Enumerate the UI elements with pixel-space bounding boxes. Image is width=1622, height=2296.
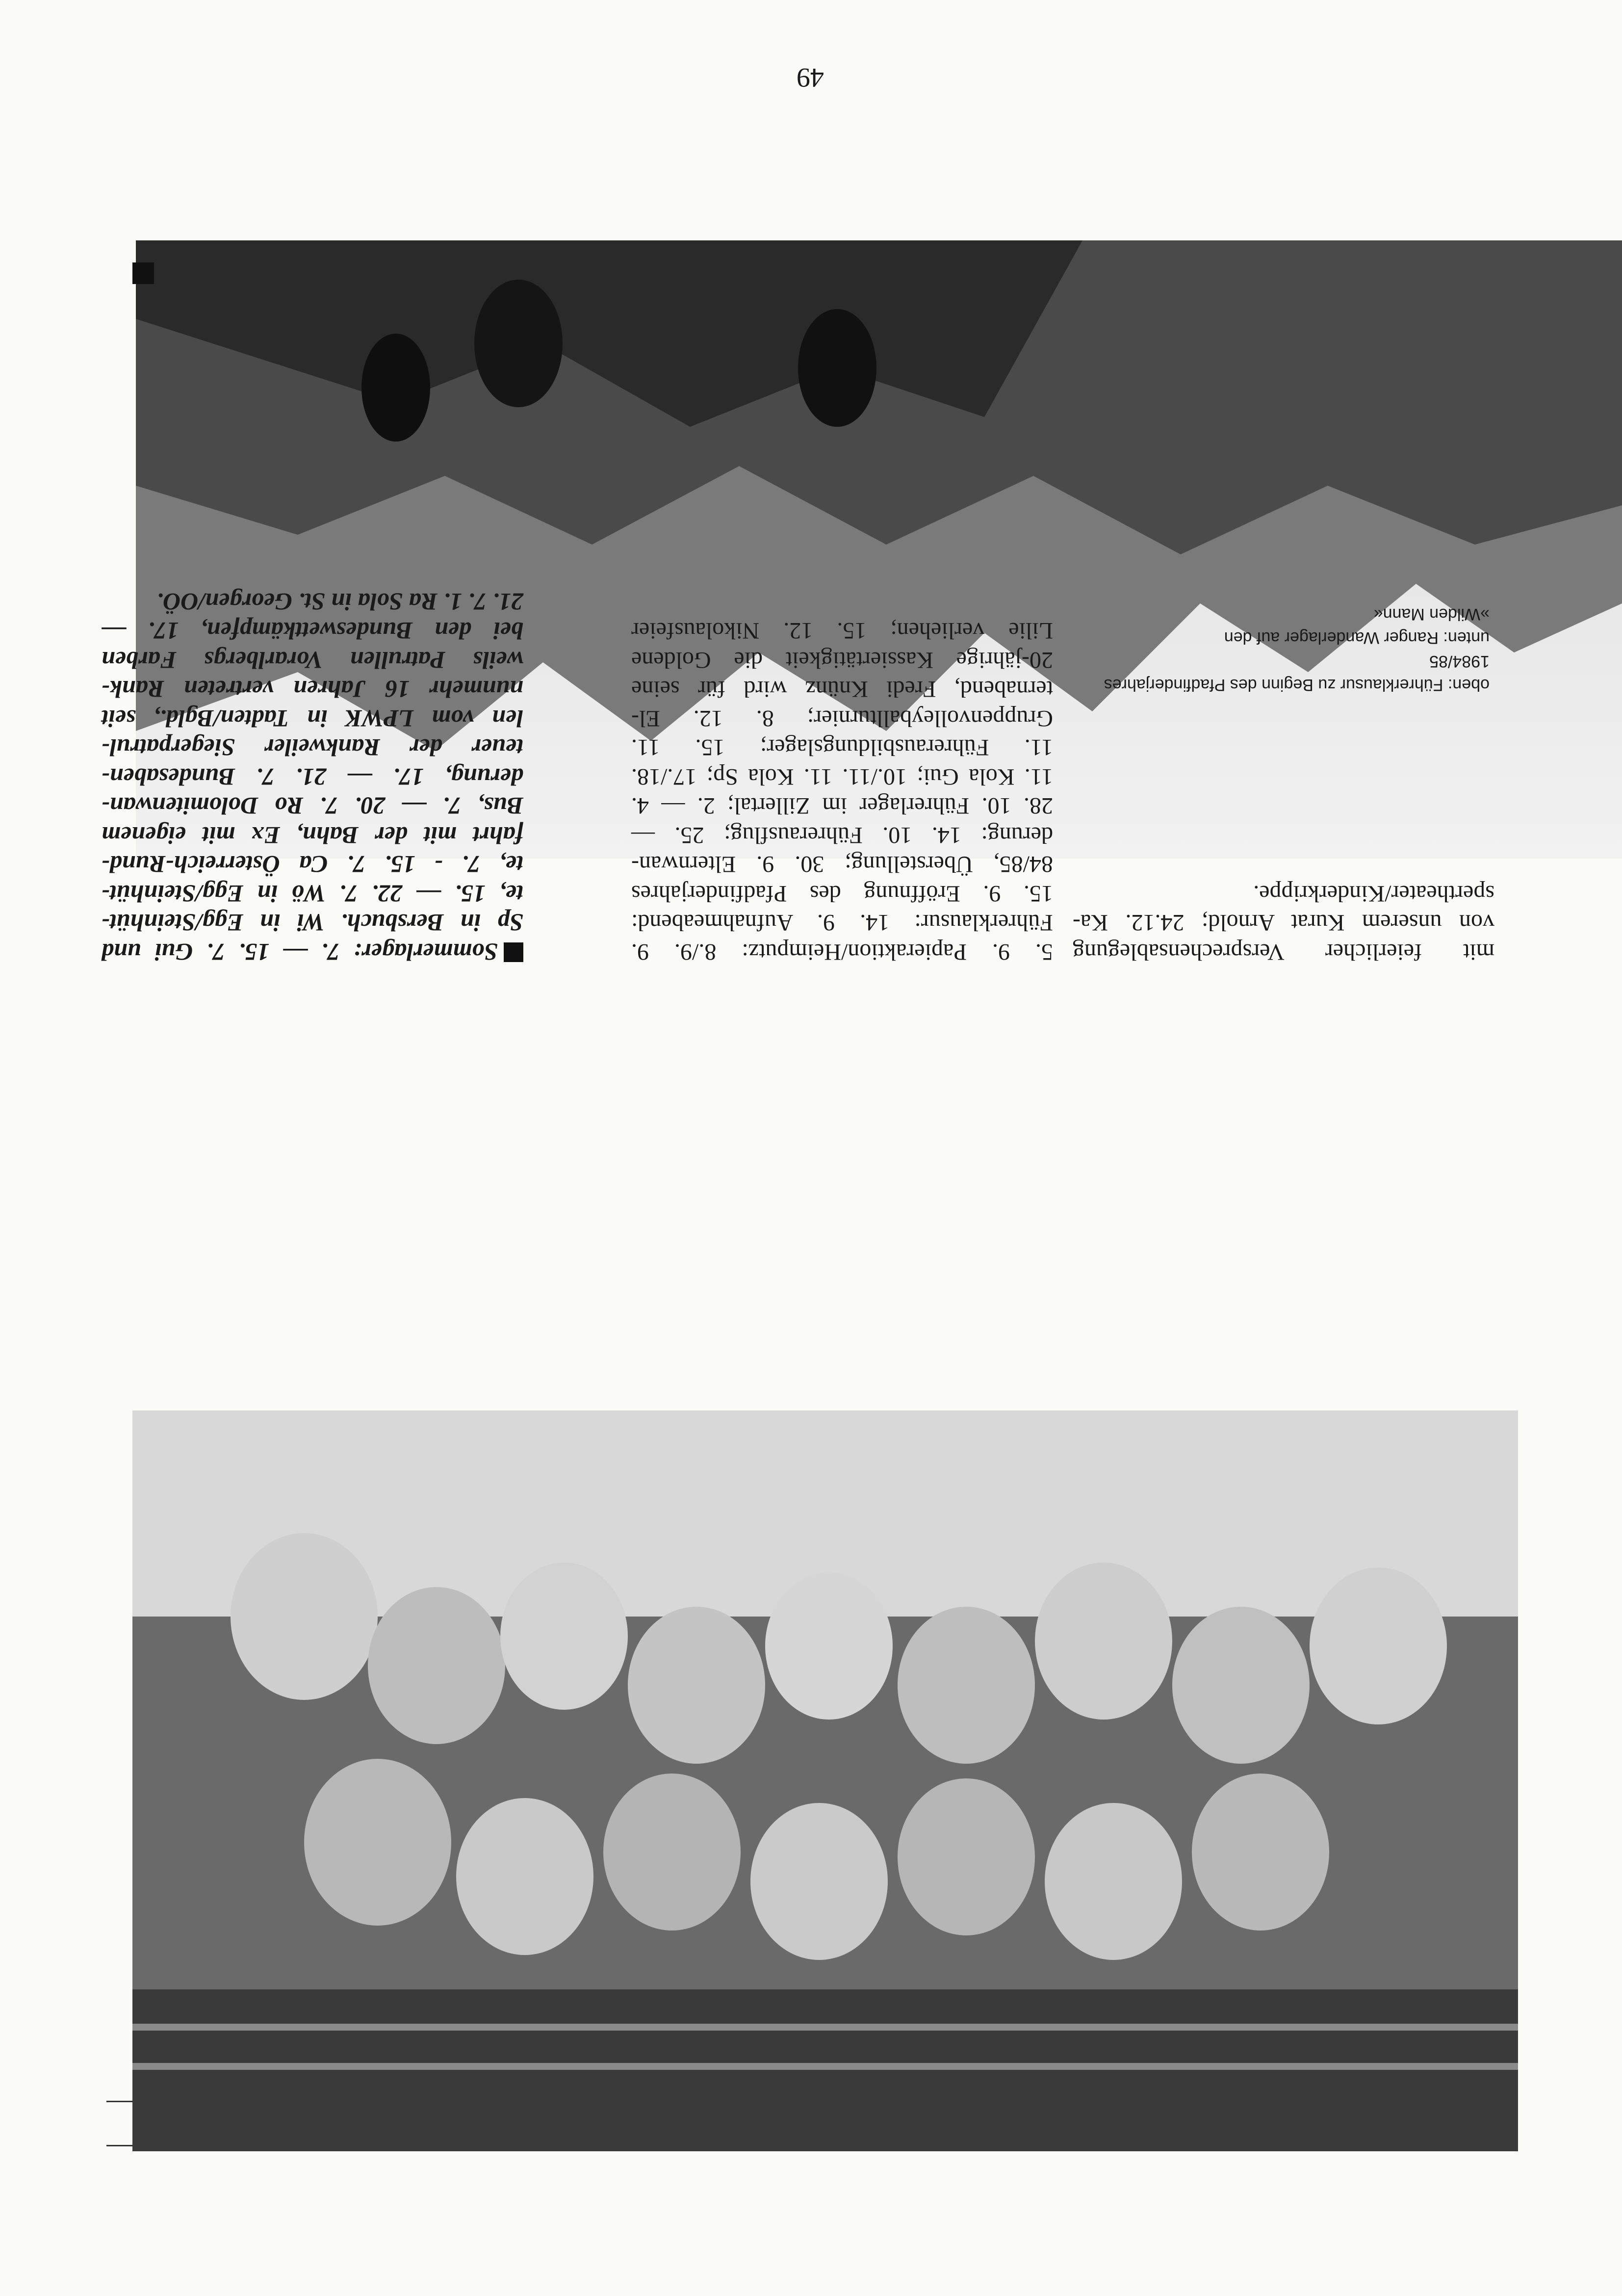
text-line: 15. 9. Eröffnung des Pfadfinderjahres	[631, 881, 1053, 907]
group-photo-graphic	[132, 1410, 1518, 2151]
text-line: len vom LPWK in Tadten/Bgld., seit	[102, 705, 523, 732]
text-line: Gruppenvolleyballturnier; 8. 12. El-	[631, 705, 1053, 731]
photo-group-leaders	[132, 1410, 1518, 2151]
text-line: fahrt mit der Bahn, Ex mit eigenem	[102, 822, 523, 849]
text-line: 5. 9. Papieraktion/Heimputz: 8./9. 9.	[631, 939, 1053, 965]
caption-line: 1984/85	[1429, 652, 1490, 671]
text-line: Sommerlager: 7. — 15. 7. Gui und	[102, 938, 523, 967]
text-line: derung, 17. — 21. 7. Bundesaben-	[102, 763, 523, 791]
text-line: weils Patrullen Vorarlbergs Farben	[102, 647, 523, 674]
caption-line: »Wilden Mann«	[1373, 605, 1490, 624]
text-line: Bus, 7. — 20. 7. Ro Dolomitenwan-	[102, 792, 523, 820]
text-line: ternabend, Fredi Knünz wird für seine	[631, 676, 1053, 703]
end-of-article-icon	[132, 262, 154, 284]
text-line: bei den Bundeswettkämpfen, 17. —	[102, 617, 523, 645]
text-line: von unserem Kurat Arnold; 24.12. Ka-	[1073, 910, 1494, 936]
text-line: te, 15. — 22. 7. Wö in Egg/Steinhüt-	[102, 880, 523, 908]
text-line: spertheater/Kinderkrippe.	[1253, 881, 1494, 907]
text-line: teuer der Rankweiler Siegerpatrul-	[102, 734, 523, 762]
text-line: Lilie verliehen; 15. 12. Nikolausfeier	[631, 618, 1053, 644]
text-line: 11. Führerausbildungslager; 15. 11.	[631, 734, 1053, 761]
text-line: 11. Kola Gui; 10./11. 11. Kola Sp; 17./18.	[631, 764, 1053, 790]
text-line: nunmehr 16 Jahren vertreten Rank-	[102, 676, 523, 704]
text-line: Führerklausur: 14. 9. Aufnahmeabend:	[631, 910, 1053, 936]
caption-line: unten: Ranger Wanderlager auf den	[1224, 628, 1490, 647]
text-line: 20-jährige Kassiertätigkeit die Goldene	[631, 647, 1053, 673]
text-line: mit feierlicher Versprechensablegung	[1073, 939, 1494, 965]
text-line: te, 7. - 15. 7. Ca Österreich-Rund-	[102, 851, 523, 879]
text-line: derung: 14. 10. Führerausflug; 25. —	[631, 822, 1053, 848]
text-line: Sp in Bersbuch. Wi in Egg/Steinhüt-	[102, 909, 523, 937]
page-number: 49	[797, 62, 824, 93]
text-line: 21. 7. 1. Ra Sola in St. Georgen/OÖ.	[156, 588, 523, 616]
caption-line: oben: Führerklausur zu Beginn des Pfadfinderjahres	[1104, 676, 1490, 694]
text-line: 28. 10. Führerlager im Zillertal; 2. — 4.	[631, 793, 1053, 819]
text-line: 84/85, Überstellung; 30. 9. Elternwan-	[631, 851, 1053, 878]
